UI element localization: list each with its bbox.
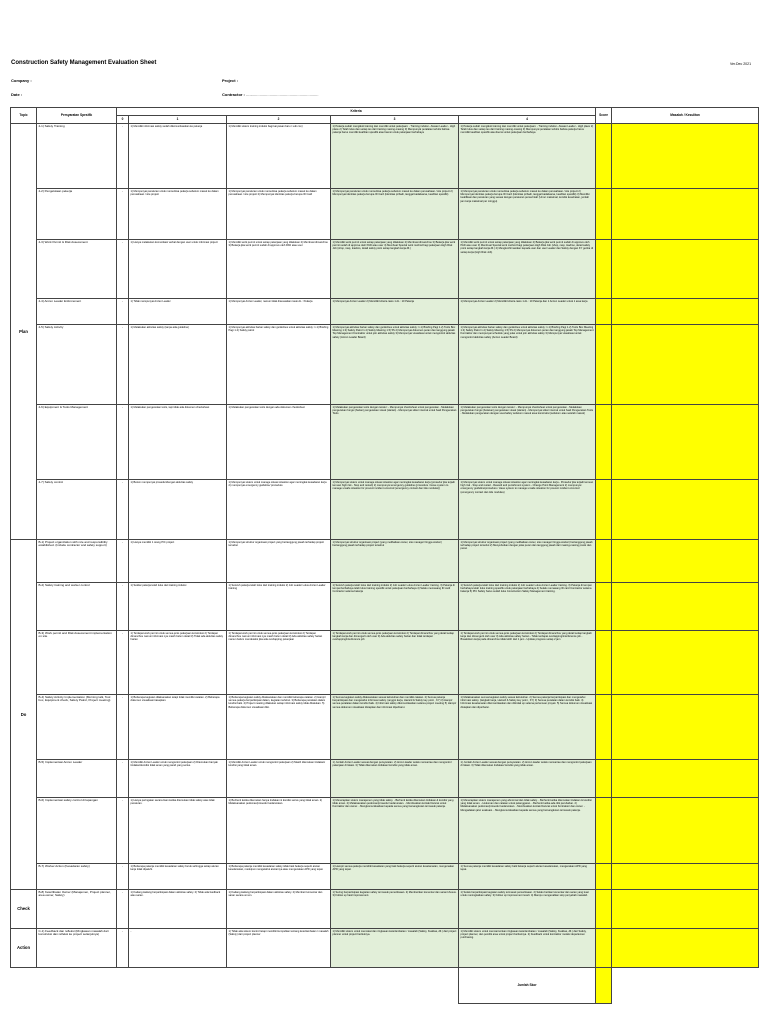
criteria-2-cell: 1) Seluruh pekerja telah lulus dari training induksi 2) Job Leader Lulus Anzen Leader training	[227, 583, 331, 631]
criteria-2-cell: 1) Memiliki work permit untuk setiap pekerjaan yang dilakukan 2) Membuat dimanchou 3) Bekerja jika work permit sudah di approve oleh PAD atau user	[227, 240, 331, 299]
criteria-4-cell: 1) Mempunyai struktur organisasi project (yang melibatkan owner, site manager hingga worker) bertanggung jawab terhadap project tersebut 2) Menyebutkan dengan jelas peran dan tanggung jawab dari masing-masing posisi dan peran	[459, 540, 596, 583]
criteria-4-cell: 1) Mempunyai peraturan untuk memeriksa pekerja sebelum masuk ke dalam perusahaan / site project 2) Mempunyai identitas pekerja berupa ID Card (identitas pribadi, tanggal kadaluarsa, keahlian spesifik) 3) Memiliki kualifikasi dan peraturan yang sesuai dengan peraturan pemerintah (Umur maksimal, kondisi kesehatan, jumlah jam kerja maksimal per minggu)	[459, 189, 596, 240]
issue-cell[interactable]	[612, 631, 759, 695]
issue-cell[interactable]	[612, 540, 759, 583]
criteria-0-cell: -	[117, 480, 129, 540]
criteria-4-cell: 1) Mempunyai aktivitas harian safety dan guidelines untuk aktivitas safety: 1.1) Briefing Pagi 1.2) Tools Box Meeting 1.3) Safety Patrol 1.4) Safety Meeting 1.5) 5S 2) Mempunyai dokumen peran dan tanggung jawab Top Management Kontraktor dan mempunyai schedule yang jelas untuk join aktivitas safety 3) Mempunyai visualisasi untuk mengontrol aktivitas safety (Anzen Leader Board)	[459, 325, 596, 405]
criteria-2-cell: 1) Mempunyai peraturan untuk memeriksa pekerja sebelum masuk ke dalam perusahaan / site project 2) Mempunyai identitas pekerja berupa ID Card	[227, 189, 331, 240]
criteria-1-cell: 1) Melakukan aktivitas safety (tanpa ada guideline)	[129, 325, 227, 405]
evaluation-table	[10, 107, 759, 1004]
table-row	[11, 299, 759, 325]
table-row	[11, 189, 759, 240]
issue-cell[interactable]	[612, 890, 759, 929]
criteria-2-cell: 1) Mempunyai Anzen Leader, namun tidak disesuaikan rasio AL : Pekerja	[227, 299, 331, 325]
criteria-0-cell: -	[117, 189, 129, 240]
page-title: Construction Safety Management Evaluation Sheet	[11, 60, 157, 66]
criteria-0-cell: -	[117, 540, 129, 583]
requirement-cell: 4-3) Work Permit & Risk Assessment	[37, 240, 117, 299]
requirement-cell: 4-7) Safety control	[37, 480, 117, 540]
requirement-cell: B-6) Implementasi safety control di lapangan	[37, 798, 117, 864]
requirement-cell: B-4) Safety Activity Implementation (Morning talk, Tool box, Equipment check, Safety Patrol, Project meeting)	[37, 695, 117, 760]
requirement-cell: 4-2) Pengelolaan pekerja	[37, 189, 117, 240]
criteria-2-cell: 1) Kadang kadang berpartisipasi dalam aktivitas safety. 2) Memberi komentar dan saran secara umum.	[227, 890, 331, 929]
criteria-3-cell: 1) Melakukan pengecekan tools dengan teratur: - Mempunyai checksheet untuk pengecekan - Melakukan pengecekan fungsi (harian) pengecekan visual (Harian) - Mempunyai stiker internal untuk hasil Pengecekan Tools	[331, 405, 459, 480]
criteria-1-cell: 1) Hanya melakukan komunikasi verbal dengan user untuk informasi project	[129, 240, 227, 299]
score-cell[interactable]	[596, 760, 612, 798]
criteria-4-cell: 1) Memiliki work permit untuk setiap pekerjaan yang dilakukan 2) Bekerja jika work permit sudah di approve oleh PAD atau user 3) Membuat Special work method bagi pekerjaan High Risk Job (shop, rasp, loadroo, detail safety point setiap langkah kerja dll.) 4) Mengkonfirmasikan kepada user dan user Leader dan Safety dengan KY genba di setiap kerja (High Risk Job)	[459, 240, 596, 299]
criteria-4-cell: 1) Mempunyai sistem untuk manage situasi situation agar meningkat kesadaran kerja - Prosedur jika terjadi temuan high risk - Stop and restart - Reward and punishment system - Change Point Management 2) mempunyai emergency guideline/procedure / Have system to manage unsafe situation for prevent incident occurred (emergency contact dan tide modules)	[459, 480, 596, 540]
issue-cell[interactable]	[612, 583, 759, 631]
criteria-3-cell: 1) Hampir semua pekerja memiliki kesadaran yang baik bekerja seperti aturan keselamatan, mengenakan APD yang tepat.	[331, 864, 459, 890]
contractor-label	[222, 92, 318, 97]
criteria-1-cell: 1) Kadang kadang berpartisipasi dalam aktivitas safety. 2) Tidak ada feedback atau saran.	[129, 890, 227, 929]
table-row	[11, 325, 759, 405]
level-1-header: 1	[129, 116, 227, 124]
table-row	[11, 480, 759, 540]
version-label: Ver.Dec 2021	[730, 62, 752, 66]
criteria-header: Kriteria	[117, 108, 596, 116]
contractor-label-text: Contractor :	[222, 92, 245, 97]
criteria-4-cell: 1) Selalu berpartisipasi kegiatan safety termasuk pemeriksaan. 2) Selalu berikan komentar dan saran yang kuat untuk meningkatkan safety. 3) Follow up improvement result. 4) Mampu mengenalkan stop penyebab masalah.	[459, 890, 596, 929]
criteria-3-cell: 1) Mempunyai struktur organisasi project (yang melibatkan owner, site manager hingga worker) bertanggung jawab terhadap project tersebut	[331, 540, 459, 583]
criteria-0-cell: -	[117, 864, 129, 890]
criteria-1-cell: 1) Tidak mempunyai Anzen Leader	[129, 299, 227, 325]
criteria-4-cell: 1) Menerapkan sistem manajemen yang abnormal dan tidak safety. - Berhenti ketika ditemukan tindakan & kondisi yang tidak aman. - Hukuman dan catatan untuk pelanggaran. - Berhenti ketika ada titik perubahan. 2) Melaksanakan pedoman/prosedur kedaruratan. - Membuatkan kontak Darurat untuk Kontraktor dan owner. - Mengadakan jalur evakuasi. - Mengkomunikasikan kepada semua yang bersangkutan termasuk pekerja.	[459, 798, 596, 864]
issue-cell[interactable]	[612, 480, 759, 540]
table-row	[11, 540, 759, 583]
criteria-3-cell: 1) Mempunyai sistem untuk manage situasi situation agar meningkat kesadaran kerja (prosedur jika terjadi temuan high risk - Stop and restart) 2) mempunyai emergency guideline (procedure / Have system to manage unsafe situation for prevent incident occurred (emergency contact dan tide modules))	[331, 480, 459, 540]
total-score-label: Jumlah Skor	[459, 968, 596, 1004]
criteria-3-cell: 1) Mempunyai peraturan untuk memeriksa pekerja sebelum masuk ke dalam perusahaan / site project 2) Mempunyai identitas pekerja berupa ID Card (identitas pribadi, tanggal kadaluarsa, keahlian spesifik)	[331, 189, 459, 240]
criteria-3-cell: 1) Jumlah Anzen Leader sesuai dengan persyaratan. 2) Anzen leader selalu memantau dan mengontrol pekerjaan di lokasi. 3) Tidak ditemukan tindakan/ kondisi yang tidak aman.	[331, 760, 459, 798]
score-cell[interactable]	[596, 240, 612, 299]
criteria-4-cell: 1) Semua pekerja memiliki kesadaran safety baik bekerja seperti aturan keselamatan, mengenakan APD yang tepat.	[459, 864, 596, 890]
requirement-cell: 4-6) Equipment & Tools Management	[37, 405, 117, 480]
criteria-3-cell: 1) Mempunyai Anzen Leader 2) Memiliki kriteria rasio 1 AL : 10 Pekerja	[331, 299, 459, 325]
issue-cell[interactable]	[612, 929, 759, 968]
score-cell[interactable]	[596, 695, 612, 760]
criteria-1-cell: 1) Beberapa pekerja memiliki kesadaran safety buruk sehingga setiap aturan kerja tidak dipatuhi.	[129, 864, 227, 890]
score-cell[interactable]	[596, 405, 612, 480]
requirement-cell: 4-1) Safety Training	[37, 124, 117, 189]
criteria-1-cell: 1) Sekitar pekerja telah lulus dari training induksi	[129, 583, 227, 631]
criteria-3-cell: 1) Seluruh pekerja telah lulus dari training induksi 2) Job Leader Lulus Anzen Leader training. 3) Pekerja di tempat berbahaya telah lulus training spesifik untuk pekerjaan berbahaya 4) Selalu memasang ID card Contractor selama bekerja	[331, 583, 459, 631]
table-row	[11, 890, 759, 929]
criteria-0-cell: -	[117, 695, 129, 760]
issue-cell[interactable]	[612, 124, 759, 189]
criteria-2-cell: 1) Tidak ada sistem kontrol tetapi memiliki kumpulkan tentang keterlambatan / masalah (Safety) dari project planner	[227, 929, 331, 968]
topic-header: Topic	[11, 108, 37, 124]
issue-cell[interactable]	[612, 189, 759, 240]
issue-cell[interactable]	[612, 695, 759, 760]
criteria-0-cell: -	[117, 890, 129, 929]
criteria-4-cell: 1) Mempunyai Anzen Leader 2) Memiliki kriteria rasio 1 AL : 10 Pekerja dan 1 Anzen Leader untuk 1 area kerja	[459, 299, 596, 325]
total-score-cell[interactable]	[596, 968, 612, 1004]
issue-cell[interactable]	[612, 405, 759, 480]
criteria-2-cell: 1) Berhenti ketika ditemukan hanya tindakan & kondisi serius yang tidak aman. 2) Melaksanakan pedoman/prosedur kedaruratan.	[227, 798, 331, 864]
criteria-0-cell: -	[117, 929, 129, 968]
topic-cell: Do	[11, 540, 37, 890]
score-cell[interactable]	[596, 480, 612, 540]
criteria-0-cell: -	[117, 124, 129, 189]
issue-cell[interactable]	[612, 299, 759, 325]
level-4-header: 4	[459, 116, 596, 124]
criteria-4-cell: 1) Seluruh pekerja telah lulus dari training induksi 2) Job Leader Lulus Anzen Leader training. 3) Pekerja di tempat berbahaya telah lulus training spesifik untuk pekerjaan berbahaya 4) Selalu memasang ID card Contractor selama bekerja 5) PIC Safety harus sudah lulus Construction Safety Management training.	[459, 583, 596, 631]
score-cell[interactable]	[596, 299, 612, 325]
requirement-cell: B-3) Work permit and Risk Assessment implementation on site	[37, 631, 117, 695]
score-cell[interactable]	[596, 124, 612, 189]
table-row	[11, 760, 759, 798]
criteria-1-cell: 1) Beberapa kegiatan dilaksanakan tetapi tidak memiliki catatan. 2) Beberapa dokumen visualisasi tiasapkan.	[129, 695, 227, 760]
criteria-0-cell: -	[117, 405, 129, 480]
score-cell[interactable]	[596, 631, 612, 695]
issue-cell[interactable]	[612, 325, 759, 405]
criteria-2-cell: 1) Beberapa kegiatan safety dilaksanakan dan memiliki beberapa catatan. 2) Hampir semua pekerja berpartisipasi dalam, kegiatan terlebut. 3) Beberapa peralatan dalam kondisi baik. 4) Project meeting dilakukan setiap informasi safety tidak dilakukan. 5) Beberapa dokumen visualisasi diisi.	[227, 695, 331, 760]
criteria-2-cell: 1) Mempunyai struktur organisasi project yang bertanggung jawab terhadap project tersebut	[227, 540, 331, 583]
criteria-3-cell: 1) Memiliki work permit untuk setiap pekerjaan yang dilakukan 2) Membuat dimanchou 3) Bekerja jika work permit sudah di approve oleh PAD atau user 4) Membuat Special work method bagi pekerjaan High Risk Job (shop, rasp, loadroo, detail safety point setiap langkah kerja dll.)	[331, 240, 459, 299]
issue-cell[interactable]	[612, 760, 759, 798]
table-row	[11, 929, 759, 968]
requirement-cell: 4-4) Anzen Leader Enforcement	[37, 299, 117, 325]
criteria-3-cell: 1) Semua kegiatan safety dilaksanakan sesuai kebutuhan dan memiliki catatan. 2) Semua pekerja berpartisipasi dan mengetahui informasi safety. (anggot kerja, Hazard & Safety key point , KY) 3) Hampir semua peralatan dalam kondisi baik. 4) Informasi safety dikomunikasikan selama project meeting 5) Hampir semua dokumen visualisasi disiapkan dan informasi diperbarui.	[331, 695, 459, 760]
table-row	[11, 631, 759, 695]
criteria-3-cell: 1) Mempunyai aktivitas harian safety dan guidelines untuk aktivitas safety: 1.1) Briefing Pagi 1.2) Tools Box Meeting 1.3) Safety Patrol 1.4) Safety Meeting 1.5) 5S 2) Mempunyai dokumen peran dan tanggung jawab Top Management Kontraktor untuk join aktivitas safety 3) Mempunyai visualisasi untuk mengontrol aktivitas safety (Anzen Leader Board)	[331, 325, 459, 405]
requirement-cell: C-1) Feedback dan refleksi (Ringkasan masalah dari konstruksi dan refleksi ke project selanjutnya)	[37, 929, 117, 968]
criteria-0-cell: -	[117, 798, 129, 864]
table-row	[11, 405, 759, 480]
requirement-cell: B-8) Keterlibatan Owner (Manajemen, Project planner, area owner, Safety)	[37, 890, 117, 929]
score-cell[interactable]	[596, 583, 612, 631]
requirement-cell: B-5) Implementasi Anzen Leader	[37, 760, 117, 798]
level-0-header: 0	[117, 116, 129, 124]
date-label: Date :	[11, 92, 23, 97]
criteria-4-cell: 1) Pekerja sudah mengikuti training dan memiliki untuk pekerjaan: - Training induksi - Atasan Leader - High place 2) Telah lulus dan setiap tes dari training masing-masing 3) Mempunyai peralatan terlulis bahwa pekerja harus memiliki keahlian spesifik atau lisensi untuk pekerjaan berbahaya	[459, 124, 596, 189]
criteria-4-cell: 1) Terdapat work permit untuk semua jenis pekerjaan konstruksi 2) Terdapat dimanchou yang detail setiap langkah kerja dan dimengerti oleh user 3) Ada aktivitas safety harian - Tidak terdapat overlapping/interference job - Breakdown kerja pada dimanchou tidak lebih dari 1 jam - Update progress setiap 2 jam	[459, 631, 596, 695]
criteria-0-cell: -	[117, 760, 129, 798]
table-row	[11, 798, 759, 864]
table-row	[11, 124, 759, 189]
criteria-0-cell: -	[117, 583, 129, 631]
criteria-1-cell: 1) Memiliki informasi safety sudah dikomunikasikan ke pekerja	[129, 124, 227, 189]
score-cell[interactable]	[596, 325, 612, 405]
score-header: Score	[596, 108, 612, 124]
contractor-line: ....-............................................................	[246, 92, 319, 97]
criteria-1-cell: 1) Belum mempunyai prosedur/dengan aktivitas safety	[129, 480, 227, 540]
criteria-2-cell: 1) Memiliki Anzen Leader untuk mengontrol pekerjaan 2) Masih ditemukan tindakan/ kondisi yang tidak aman.	[227, 760, 331, 798]
criteria-2-cell: 1) Melakukan pengecekan tools dengan ada dokumen checksheet	[227, 405, 331, 480]
criteria-3-cell: 1) Menerapkan sistem manajemen yang tidak safety. - Berhenti ketika ditemukan tindakan & kondisi yang tidak aman. 2) Melaksanakan pedoman/prosedur kedaruratan. - Membuatkan kontak Darurat untuk Kontraktor dan owner. - Mengkomunikasikan kepada semua yang bersangkutan termasuk pekerja.	[331, 798, 459, 864]
criteria-2-cell: 1) Memiliki sistem training induksi bagi karyawan baru / sub con)	[227, 124, 331, 189]
criteria-4-cell: 1) Jumlah Anzen Leader sesuai dengan persyaratan. 2) Anzen leader selalu memantau dan mengontrol pekerjaan di lokasi. 3) Tidak ditemukan tindakan/ kondisi yang tidak aman.	[459, 760, 596, 798]
topic-cell: Action	[11, 929, 37, 968]
criteria-0-cell: -	[117, 299, 129, 325]
criteria-1-cell: -	[129, 929, 227, 968]
score-cell[interactable]	[596, 540, 612, 583]
score-cell[interactable]	[596, 798, 612, 864]
criteria-1-cell: 1) Mempunyai peraturan untuk memeriksa pekerja sebelum masuk ke dalam perusahaan / site project	[129, 189, 227, 240]
table-row	[11, 583, 759, 631]
criteria-3-cell: 1) Terdapat work permit untuk semua jenis pekerjaan konstruksi 2) Terdapat dimanchou yang detail setiap langkah kerja dan dimengerti oleh user 3) Ada aktivitas safety harian dan tidak terdapat overlapping/interference job	[331, 631, 459, 695]
score-cell[interactable]	[596, 929, 612, 968]
requirement-cell: B-1) Project organization with role and responsibility established. (Include contractor and safety support)	[37, 540, 117, 583]
score-cell[interactable]	[596, 864, 612, 890]
company-label: Company :	[11, 78, 32, 83]
score-cell[interactable]	[596, 189, 612, 240]
criteria-4-cell: 1) Melakukan pengecekan tools dengan teratur: - Mempunyai checksheet untuk pengecekan - Melakukan pengecekan fungsi (bulanan) pengecekan visual (Harian) - Mempunyai stiker internal untuk hasil Pengecekan Tools - Melakukan pengecekan dengan user/safety sebelum masuk area konstruksi (sebelum atau setelah masuk)	[459, 405, 596, 480]
criteria-4-cell: 1) Melaksanakan semua kegiatan safety sesuai kebutuhan. 2) Semua pekerja berpartisipasi dan mengetahui informasi safety. (langkah kerja, Hazard & Safety key point , KY) 3) Semua peralatan dalam kondisi baik. 4) Informasi keselamatan dikomunikasikan dan ditindak up selama pertemuan proyek. 5) Semua dokumen visualisasi disiapkan dan diperbarui.	[459, 695, 596, 760]
requirement-cell: B-7) Worker Action (Kesadaran safety)	[37, 864, 117, 890]
criteria-2-cell: 1) Mempunyai aktivitas harian safety dan guidelines untuk aktivitas safety: 1.1) Briefing Pagi 1.2) Safety patrol	[227, 325, 331, 405]
requirement-cell: B-2) Safety training and worker control	[37, 583, 117, 631]
table-body	[11, 124, 759, 968]
topic-cell: Check	[11, 890, 37, 929]
table-row	[11, 695, 759, 760]
project-label: Project :	[222, 78, 239, 83]
issue-header: Masalah / Kesulitan	[612, 108, 759, 124]
criteria-0-cell: -	[117, 631, 129, 695]
criteria-2-cell: 1) Mempunyai sistem untuk manage situasi situation agar meningkat kesadaran kerja 2) mempunyai emergency guideline/ procedure	[227, 480, 331, 540]
table-row	[11, 240, 759, 299]
criteria-3-cell: 1) Memiliki sistem untuk mencatat dan ringkasan keterlambatan / masalah (Safety, Kualitas, dll.) dari project planner untuk project berikutnya.	[331, 929, 459, 968]
criteria-1-cell: 1) Memiliki Anzen Leader untuk mengontrol pekerjaan 2) Ditemukan banyak tindakan/kondisi tidak aman yang parah yang serius.	[129, 760, 227, 798]
criteria-3-cell: 1) Pekerja sudah mengikuti training dan memiliki untuk pekerjaan: - Training induksi - Atasan Leader - High place 2) Telah lulus dan setiap tes dari training masing-masing 3) Mempunyai peralatan terlulis bahwa pekerja harus memiliki keahlian spesifik atau lisensi untuk pekerjaan berbahaya	[331, 124, 459, 189]
level-2-header: 2	[227, 116, 331, 124]
criteria-1-cell: 1) Hanya memiliki 1 orang PIC project	[129, 540, 227, 583]
score-cell[interactable]	[596, 890, 612, 929]
criteria-4-cell: 1) Memiliki sistem untuk mencantumkan ringkasan keterlambatan / masalah (Safety, Kualitas, dll.) dari Safety, project planner, dan pemilik area untuk project berikutnya. 2) Feedback untuk kontraktor melalui departemen purchasing.	[459, 929, 596, 968]
criteria-1-cell: 1) Melakukan pengecekan tools, tapi tidak ada dokumen checksheet	[129, 405, 227, 480]
criteria-1-cell: 1) Terdapat work permit untuk semua jenis pekerjaan konstruksi 2) Terdapat dimanchou namun informasi nya masih belum detail 3) Tidak ada aktivitas safety harian	[129, 631, 227, 695]
criteria-0-cell: -	[117, 240, 129, 299]
table-row	[11, 864, 759, 890]
issue-cell[interactable]	[612, 864, 759, 890]
requirement-header: Persyaratan Spesifik	[37, 108, 117, 124]
topic-cell: Plan	[11, 124, 37, 540]
requirement-cell: 4-5) Safety Activity	[37, 325, 117, 405]
criteria-2-cell: 1) Beberapa pekerja memiliki kesadaran safety tidak baik bekerja seperti aturan keselamatan, meskipun mengetahui aturannya atau mengenakan APD yang tepat.	[227, 864, 331, 890]
criteria-0-cell: -	[117, 325, 129, 405]
criteria-1-cell: 1) Hanya peringatan secara lisan ketika ditemukan tidak safety atau tidak peraturan.	[129, 798, 227, 864]
level-3-header: 3	[331, 116, 459, 124]
issue-cell[interactable]	[612, 798, 759, 864]
criteria-3-cell: 1) Sering berpartisipasi kegiatan safety termasuk pemeriksaan. 2) Memberikan komentar dan saran khusus. 3) Follow up hasil improvement.	[331, 890, 459, 929]
criteria-2-cell: 1) Terdapat work permit untuk semua jenis pekerjaan konstruksi 2) Terdapat dimanchou namun informasi nya masih belum detail 3) Ada aktivitas safety harian namun belum mendeteksi jika ada overlapping pekerjaan	[227, 631, 331, 695]
issue-cell[interactable]	[612, 240, 759, 299]
